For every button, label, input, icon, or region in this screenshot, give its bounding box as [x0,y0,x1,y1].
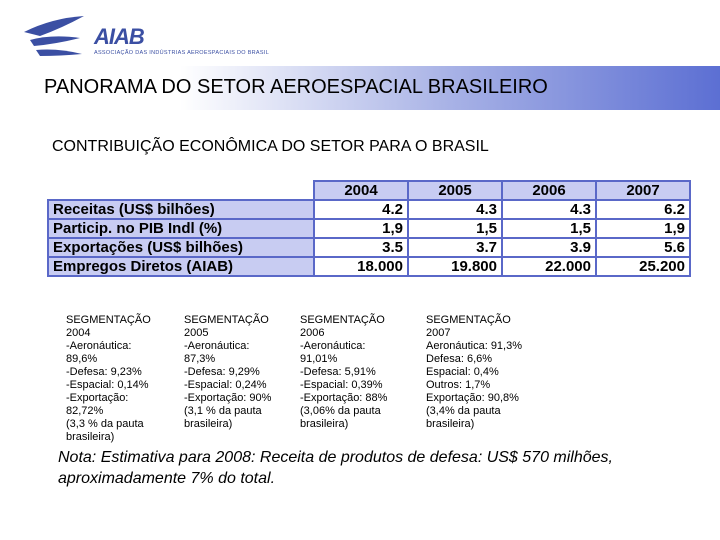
table-cell: 3.5 [314,238,408,257]
table-row [48,219,690,238]
logo-subtitle: ASSOCIAÇÃO DAS INDÚSTRIAS AEROESPACIAIS DO BRASIL [94,50,270,56]
table-cell: 1,9 [314,219,408,238]
segment-line: -Aeronáutica: [300,340,366,352]
year-header: 2005 [408,181,502,200]
segmentation-2004 [66,314,151,444]
segment-line: brasileira) [66,431,115,443]
segment-line: 82,72% [66,405,104,417]
table-cell: 6.2 [596,200,690,219]
segment-line: brasileira) [300,418,349,430]
year-header: 2007 [596,181,690,200]
segment-line: SEGMENTAÇÃO [184,314,269,326]
economic-contribution-table [47,180,691,277]
table-cell: 1,5 [408,219,502,238]
table-cell: 3.9 [502,238,596,257]
segmentation-2006 [300,314,387,431]
estimate-note: Nota: Estimativa para 2008: Receita de produtos de defesa: US$ 570 milhões, aproximadamente 7% do total. [58,449,613,487]
segment-line: SEGMENTAÇÃO [66,314,151,326]
segmentation-2007 [426,314,522,431]
segment-line: 87,3% [184,353,216,365]
table-cell: 4.3 [408,200,502,219]
segment-line: -Espacial: 0,24% [184,379,267,391]
segment-line: SEGMENTAÇÃO [426,314,511,326]
year-header: 2006 [502,181,596,200]
segment-line: SEGMENTAÇÃO [300,314,385,326]
segment-line: -Espacial: 0,14% [66,379,149,391]
segment-line: Exportação: 90,8% [426,392,519,404]
page-title: PANORAMA DO SETOR AEROESPACIAL BRASILEIRO [44,76,548,98]
table-cell: 1,9 [596,219,690,238]
row-label: Empregos Diretos (AIAB) [48,257,314,276]
segment-line: 91,01% [300,353,338,365]
segment-line: -Aeronáutica: [184,340,250,352]
segment-line: 2005 [184,327,209,339]
logo-word: AIAB [94,24,144,49]
table-row [48,238,690,257]
row-label: Particip. no PIB Indl (%) [48,219,314,238]
table-cell: 18.000 [314,257,408,276]
table-cell: 4.2 [314,200,408,219]
table-corner [48,181,314,200]
year-header: 2004 [314,181,408,200]
segment-line: -Exportação: 88% [300,392,388,404]
segment-line: (3,1 % da pauta [184,405,262,417]
table-cell: 1,5 [502,219,596,238]
segment-line: Espacial: 0,4% [426,366,499,378]
table-header-row [48,181,690,200]
segment-line: -Defesa: 9,29% [184,366,260,378]
segment-line: brasileira) [184,418,233,430]
aircraft-logo-icon [22,10,92,60]
table-cell: 3.7 [408,238,502,257]
segment-line: (3,06% da pauta [300,405,381,417]
segment-line: -Defesa: 5,91% [300,366,376,378]
segment-line: (3,3 % da pauta [66,418,144,430]
segment-line: 89,6% [66,353,98,365]
segment-line: 2004 [66,327,91,339]
segment-line: -Aeronáutica: [66,340,132,352]
aiab-logo [22,10,270,64]
segment-line: -Espacial: 0,39% [300,379,383,391]
table-cell: 19.800 [408,257,502,276]
segment-line: Defesa: 6,6% [426,353,493,365]
row-label: Receitas (US$ bilhões) [48,200,314,219]
segment-line: brasileira) [426,418,475,430]
table-row [48,200,690,219]
segment-line: 2007 [426,327,451,339]
segment-line: Outros: 1,7% [426,379,491,391]
row-label: Exportações (US$ bilhões) [48,238,314,257]
segment-line: 2006 [300,327,325,339]
table-cell: 25.200 [596,257,690,276]
segment-line: Aeronáutica: 91,3% [426,340,523,352]
table-cell: 22.000 [502,257,596,276]
table-cell: 4.3 [502,200,596,219]
segmentation-2005 [184,314,271,431]
table-row [48,257,690,276]
segment-line: -Exportação: 90% [184,392,272,404]
table-cell: 5.6 [596,238,690,257]
segment-line: -Defesa: 9,23% [66,366,142,378]
segment-line: (3,4% da pauta [426,405,501,417]
page-subtitle: CONTRIBUIÇÃO ECONÔMICA DO SETOR PARA O BRASIL [52,138,489,155]
segment-line: -Exportação: [66,392,129,404]
